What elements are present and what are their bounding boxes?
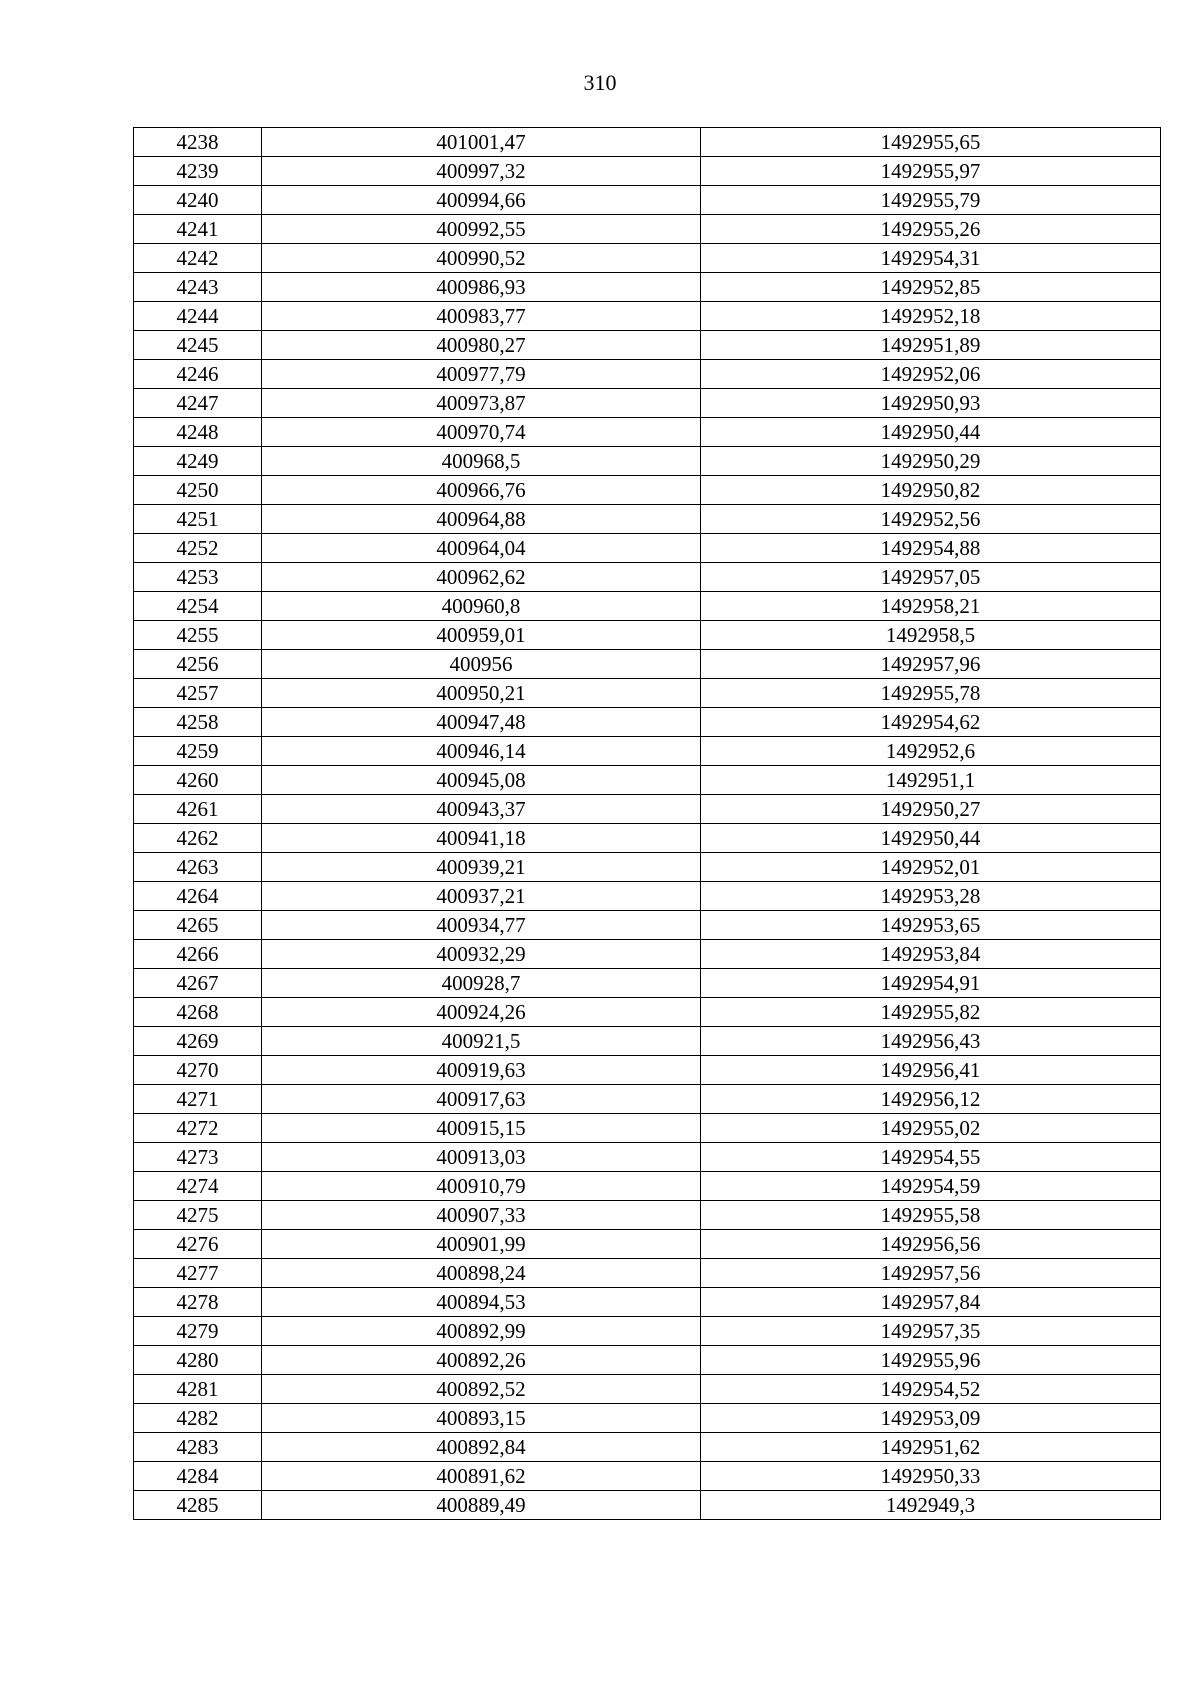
y-coordinate-cell: 1492954,52 <box>701 1375 1161 1404</box>
point-number-cell: 4281 <box>134 1375 262 1404</box>
x-coordinate-cell: 400915,15 <box>262 1114 701 1143</box>
y-coordinate-cell: 1492955,97 <box>701 157 1161 186</box>
x-coordinate-cell: 400892,52 <box>262 1375 701 1404</box>
point-number-cell: 4277 <box>134 1259 262 1288</box>
coordinates-table-body <box>134 128 1161 1520</box>
x-coordinate-cell: 400892,99 <box>262 1317 701 1346</box>
table-row <box>134 737 1161 766</box>
x-coordinate-cell: 400997,32 <box>262 157 701 186</box>
y-coordinate-cell: 1492955,58 <box>701 1201 1161 1230</box>
point-number-cell: 4246 <box>134 360 262 389</box>
table-row <box>134 1346 1161 1375</box>
point-number-cell: 4273 <box>134 1143 262 1172</box>
y-coordinate-cell: 1492952,85 <box>701 273 1161 302</box>
point-number-cell: 4268 <box>134 998 262 1027</box>
table-row <box>134 1375 1161 1404</box>
x-coordinate-cell: 400924,26 <box>262 998 701 1027</box>
y-coordinate-cell: 1492954,59 <box>701 1172 1161 1201</box>
y-coordinate-cell: 1492952,06 <box>701 360 1161 389</box>
point-number-cell: 4238 <box>134 128 262 157</box>
x-coordinate-cell: 400917,63 <box>262 1085 701 1114</box>
table-row <box>134 1491 1161 1520</box>
y-coordinate-cell: 1492954,62 <box>701 708 1161 737</box>
table-row <box>134 273 1161 302</box>
x-coordinate-cell: 400901,99 <box>262 1230 701 1259</box>
point-number-cell: 4249 <box>134 447 262 476</box>
table-row <box>134 1404 1161 1433</box>
point-number-cell: 4251 <box>134 505 262 534</box>
point-number-cell: 4280 <box>134 1346 262 1375</box>
x-coordinate-cell: 400939,21 <box>262 853 701 882</box>
y-coordinate-cell: 1492956,41 <box>701 1056 1161 1085</box>
y-coordinate-cell: 1492950,44 <box>701 824 1161 853</box>
point-number-cell: 4272 <box>134 1114 262 1143</box>
x-coordinate-cell: 400892,84 <box>262 1433 701 1462</box>
y-coordinate-cell: 1492953,09 <box>701 1404 1161 1433</box>
page-number: 310 <box>583 70 617 95</box>
table-row <box>134 708 1161 737</box>
y-coordinate-cell: 1492950,82 <box>701 476 1161 505</box>
table-row <box>134 244 1161 273</box>
x-coordinate-cell: 400932,29 <box>262 940 701 969</box>
x-coordinate-cell: 400980,27 <box>262 331 701 360</box>
point-number-cell: 4278 <box>134 1288 262 1317</box>
x-coordinate-cell: 400990,52 <box>262 244 701 273</box>
table-row <box>134 1462 1161 1491</box>
point-number-cell: 4284 <box>134 1462 262 1491</box>
point-number-cell: 4243 <box>134 273 262 302</box>
table-row <box>134 1114 1161 1143</box>
table-row <box>134 853 1161 882</box>
x-coordinate-cell: 400907,33 <box>262 1201 701 1230</box>
table-row <box>134 331 1161 360</box>
y-coordinate-cell: 1492952,01 <box>701 853 1161 882</box>
y-coordinate-cell: 1492953,84 <box>701 940 1161 969</box>
table-row <box>134 157 1161 186</box>
y-coordinate-cell: 1492952,56 <box>701 505 1161 534</box>
table-row <box>134 1259 1161 1288</box>
point-number-cell: 4262 <box>134 824 262 853</box>
y-coordinate-cell: 1492955,78 <box>701 679 1161 708</box>
table-row <box>134 1201 1161 1230</box>
table-row <box>134 969 1161 998</box>
point-number-cell: 4248 <box>134 418 262 447</box>
y-coordinate-cell: 1492951,89 <box>701 331 1161 360</box>
table-row <box>134 186 1161 215</box>
y-coordinate-cell: 1492956,43 <box>701 1027 1161 1056</box>
x-coordinate-cell: 400934,77 <box>262 911 701 940</box>
y-coordinate-cell: 1492957,05 <box>701 563 1161 592</box>
y-coordinate-cell: 1492958,5 <box>701 621 1161 650</box>
x-coordinate-cell: 400950,21 <box>262 679 701 708</box>
table-row <box>134 418 1161 447</box>
point-number-cell: 4258 <box>134 708 262 737</box>
y-coordinate-cell: 1492950,44 <box>701 418 1161 447</box>
x-coordinate-cell: 400962,62 <box>262 563 701 592</box>
point-number-cell: 4245 <box>134 331 262 360</box>
table-row <box>134 824 1161 853</box>
point-number-cell: 4260 <box>134 766 262 795</box>
y-coordinate-cell: 1492955,96 <box>701 1346 1161 1375</box>
y-coordinate-cell: 1492950,33 <box>701 1462 1161 1491</box>
point-number-cell: 4282 <box>134 1404 262 1433</box>
x-coordinate-cell: 400921,5 <box>262 1027 701 1056</box>
table-row <box>134 447 1161 476</box>
y-coordinate-cell: 1492954,91 <box>701 969 1161 998</box>
table-row <box>134 128 1161 157</box>
point-number-cell: 4270 <box>134 1056 262 1085</box>
x-coordinate-cell: 400947,48 <box>262 708 701 737</box>
x-coordinate-cell: 400956 <box>262 650 701 679</box>
table-row <box>134 534 1161 563</box>
table-row <box>134 766 1161 795</box>
x-coordinate-cell: 400986,93 <box>262 273 701 302</box>
x-coordinate-cell: 400892,26 <box>262 1346 701 1375</box>
table-row <box>134 911 1161 940</box>
table-row <box>134 1288 1161 1317</box>
x-coordinate-cell: 400992,55 <box>262 215 701 244</box>
x-coordinate-cell: 400968,5 <box>262 447 701 476</box>
point-number-cell: 4259 <box>134 737 262 766</box>
point-number-cell: 4244 <box>134 302 262 331</box>
point-number-cell: 4275 <box>134 1201 262 1230</box>
table-row <box>134 302 1161 331</box>
y-coordinate-cell: 1492957,96 <box>701 650 1161 679</box>
coordinates-table <box>133 127 1161 1520</box>
point-number-cell: 4254 <box>134 592 262 621</box>
y-coordinate-cell: 1492953,28 <box>701 882 1161 911</box>
y-coordinate-cell: 1492955,79 <box>701 186 1161 215</box>
table-row <box>134 476 1161 505</box>
x-coordinate-cell: 400960,8 <box>262 592 701 621</box>
table-row <box>134 1085 1161 1114</box>
x-coordinate-cell: 400964,04 <box>262 534 701 563</box>
point-number-cell: 4276 <box>134 1230 262 1259</box>
x-coordinate-cell: 400913,03 <box>262 1143 701 1172</box>
x-coordinate-cell: 400898,24 <box>262 1259 701 1288</box>
point-number-cell: 4261 <box>134 795 262 824</box>
x-coordinate-cell: 400946,14 <box>262 737 701 766</box>
y-coordinate-cell: 1492951,62 <box>701 1433 1161 1462</box>
table-row <box>134 563 1161 592</box>
point-number-cell: 4256 <box>134 650 262 679</box>
table-row <box>134 360 1161 389</box>
point-number-cell: 4252 <box>134 534 262 563</box>
x-coordinate-cell: 400983,77 <box>262 302 701 331</box>
point-number-cell: 4264 <box>134 882 262 911</box>
point-number-cell: 4250 <box>134 476 262 505</box>
point-number-cell: 4242 <box>134 244 262 273</box>
y-coordinate-cell: 1492953,65 <box>701 911 1161 940</box>
point-number-cell: 4279 <box>134 1317 262 1346</box>
point-number-cell: 4265 <box>134 911 262 940</box>
x-coordinate-cell: 400928,7 <box>262 969 701 998</box>
y-coordinate-cell: 1492956,12 <box>701 1085 1161 1114</box>
table-row <box>134 998 1161 1027</box>
table-row <box>134 1027 1161 1056</box>
y-coordinate-cell: 1492951,1 <box>701 766 1161 795</box>
table-row <box>134 1172 1161 1201</box>
y-coordinate-cell: 1492954,55 <box>701 1143 1161 1172</box>
table-row <box>134 1317 1161 1346</box>
x-coordinate-cell: 400937,21 <box>262 882 701 911</box>
x-coordinate-cell: 400889,49 <box>262 1491 701 1520</box>
table-row <box>134 389 1161 418</box>
y-coordinate-cell: 1492952,18 <box>701 302 1161 331</box>
x-coordinate-cell: 400964,88 <box>262 505 701 534</box>
point-number-cell: 4241 <box>134 215 262 244</box>
y-coordinate-cell: 1492955,02 <box>701 1114 1161 1143</box>
point-number-cell: 4271 <box>134 1085 262 1114</box>
y-coordinate-cell: 1492950,29 <box>701 447 1161 476</box>
x-coordinate-cell: 400943,37 <box>262 795 701 824</box>
table-row <box>134 1230 1161 1259</box>
point-number-cell: 4285 <box>134 1491 262 1520</box>
y-coordinate-cell: 1492950,93 <box>701 389 1161 418</box>
point-number-cell: 4266 <box>134 940 262 969</box>
table-row <box>134 650 1161 679</box>
table-row <box>134 795 1161 824</box>
y-coordinate-cell: 1492955,26 <box>701 215 1161 244</box>
x-coordinate-cell: 400894,53 <box>262 1288 701 1317</box>
x-coordinate-cell: 400891,62 <box>262 1462 701 1491</box>
table-row <box>134 679 1161 708</box>
table-row <box>134 940 1161 969</box>
x-coordinate-cell: 400893,15 <box>262 1404 701 1433</box>
table-row <box>134 505 1161 534</box>
table-row <box>134 882 1161 911</box>
point-number-cell: 4263 <box>134 853 262 882</box>
x-coordinate-cell: 400945,08 <box>262 766 701 795</box>
y-coordinate-cell: 1492956,56 <box>701 1230 1161 1259</box>
x-coordinate-cell: 400994,66 <box>262 186 701 215</box>
table-row <box>134 592 1161 621</box>
point-number-cell: 4247 <box>134 389 262 418</box>
y-coordinate-cell: 1492955,82 <box>701 998 1161 1027</box>
table-row <box>134 215 1161 244</box>
x-coordinate-cell: 400966,76 <box>262 476 701 505</box>
y-coordinate-cell: 1492957,56 <box>701 1259 1161 1288</box>
point-number-cell: 4274 <box>134 1172 262 1201</box>
y-coordinate-cell: 1492949,3 <box>701 1491 1161 1520</box>
y-coordinate-cell: 1492954,88 <box>701 534 1161 563</box>
point-number-cell: 4239 <box>134 157 262 186</box>
x-coordinate-cell: 400941,18 <box>262 824 701 853</box>
x-coordinate-cell: 400977,79 <box>262 360 701 389</box>
y-coordinate-cell: 1492958,21 <box>701 592 1161 621</box>
point-number-cell: 4269 <box>134 1027 262 1056</box>
x-coordinate-cell: 401001,47 <box>262 128 701 157</box>
y-coordinate-cell: 1492957,84 <box>701 1288 1161 1317</box>
table-row <box>134 1056 1161 1085</box>
point-number-cell: 4257 <box>134 679 262 708</box>
table-row <box>134 621 1161 650</box>
y-coordinate-cell: 1492957,35 <box>701 1317 1161 1346</box>
x-coordinate-cell: 400970,74 <box>262 418 701 447</box>
x-coordinate-cell: 400973,87 <box>262 389 701 418</box>
x-coordinate-cell: 400919,63 <box>262 1056 701 1085</box>
point-number-cell: 4267 <box>134 969 262 998</box>
table-row <box>134 1433 1161 1462</box>
y-coordinate-cell: 1492954,31 <box>701 244 1161 273</box>
point-number-cell: 4253 <box>134 563 262 592</box>
x-coordinate-cell: 400959,01 <box>262 621 701 650</box>
point-number-cell: 4283 <box>134 1433 262 1462</box>
y-coordinate-cell: 1492952,6 <box>701 737 1161 766</box>
point-number-cell: 4255 <box>134 621 262 650</box>
y-coordinate-cell: 1492955,65 <box>701 128 1161 157</box>
y-coordinate-cell: 1492950,27 <box>701 795 1161 824</box>
x-coordinate-cell: 400910,79 <box>262 1172 701 1201</box>
point-number-cell: 4240 <box>134 186 262 215</box>
table-row <box>134 1143 1161 1172</box>
